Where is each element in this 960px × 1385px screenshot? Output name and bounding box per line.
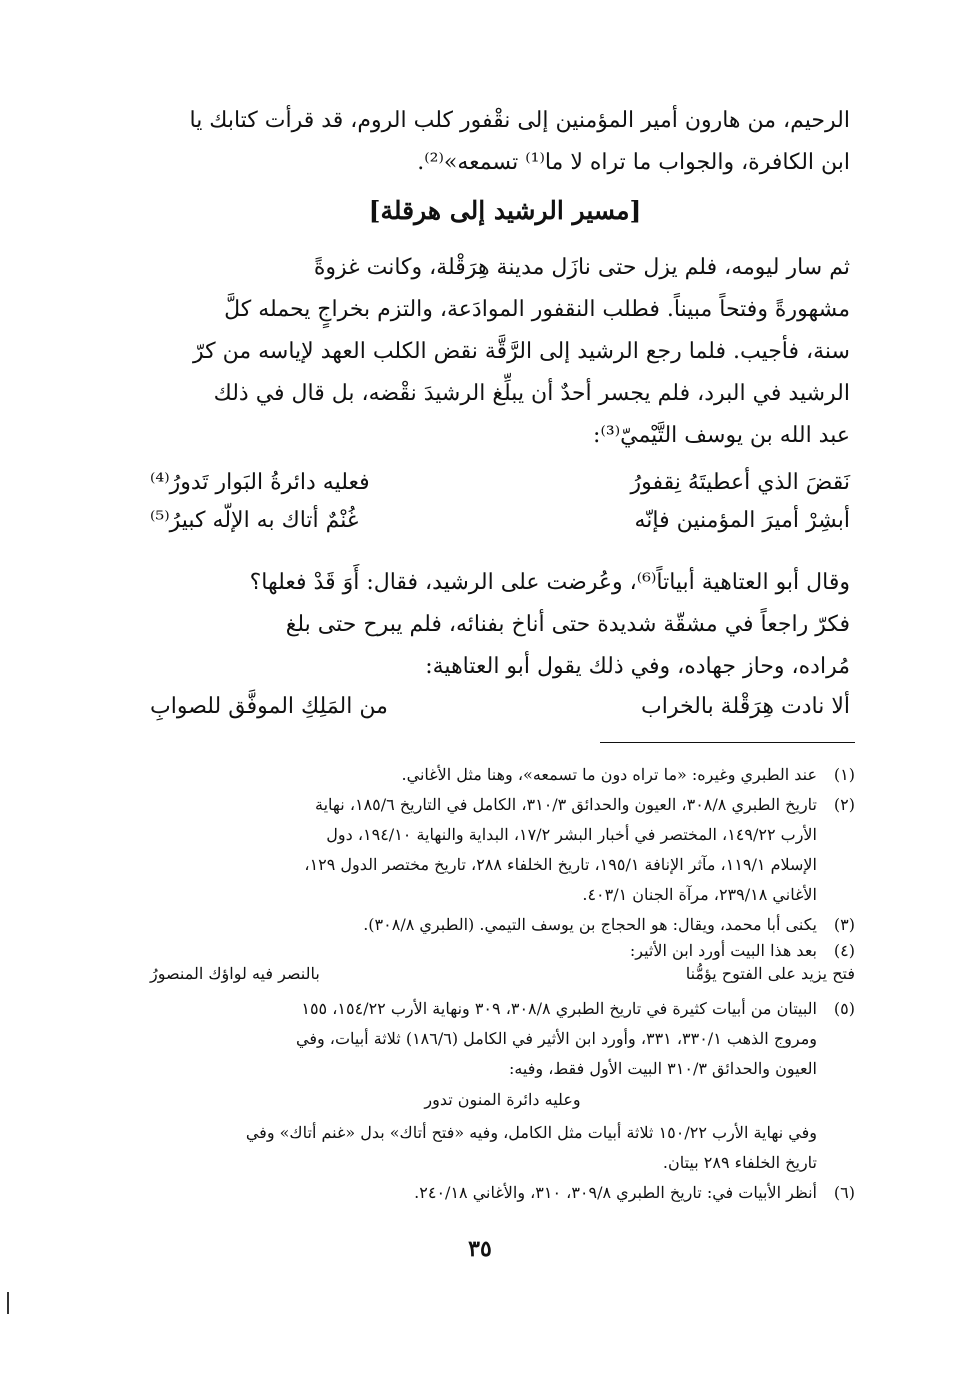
verse-first-hemistich: فتح يزيد على الفتوح يؤمُّنا xyxy=(685,964,855,983)
verse-line-2 xyxy=(150,508,850,548)
section-title: [مسير الرشيد إلى هرقلة] xyxy=(368,196,642,225)
verse-first-hemistich: أبشِرْ أميرَ المؤمنين فإنّه xyxy=(634,508,850,533)
verse-first-hemistich: نَقضَ الذي أعطيتَهُ نِقفورُ xyxy=(630,470,850,495)
footnote-line: الإسلام ١١٩/١، مآثر الإنافة ١٩٥/١، تاريخ الخلفاء ٢٨٨، تاريخ مختصر الدول ١٢٩، xyxy=(304,855,817,874)
text-line: ثم سار ليومه، فلم يزل حتى نازَل مدينة هِرَقْلة، وكانت غزوةً xyxy=(313,255,850,280)
text-line: فكرّ راجعاً في مشقّة شديدة حتى أناخ بفنائه، فلم يبرح حتى بلغ xyxy=(285,612,850,637)
intro-line: ابن الكافرة، والجواب ما تراه لا ما⁽¹⁾ تسمعه»⁽²⁾. xyxy=(417,150,850,175)
footnote-line: تاريخ الطبري ٣٠٨/٨، العيون والحدائق ٣١٠/٣، الكامل في التاريخ ١٨٥/٦، نهاية xyxy=(315,795,817,814)
footnote-line: عند الطبري وغيره: «ما تراه دون ما تسمعه»، وهنا مثل الأغاني. xyxy=(401,765,817,784)
text-line: الرشيد في البرد، فلم يجسر أحدٌ أن يبلِّغ الرشيدَ نقْضه، بل قال في ذلك xyxy=(213,381,850,406)
footnote-line: البيتان من أبيات كثيرة في تاريخ الطبري ٣٠٨/٨، ٣٠٩ ونهاية الأرب ١٥٤/٢٢، ١٥٥ xyxy=(301,999,817,1018)
text-line: عبد الله بن يوسف التَّيْميّ⁽³⁾: xyxy=(593,423,850,448)
footnote-line: تاريخ الخلفاء ٢٨٩ بيتان. xyxy=(662,1153,817,1172)
footnote-6 xyxy=(150,1178,855,1208)
footnote-quoted-hemistich: وعليه دائرة المنون تدور xyxy=(424,1090,581,1109)
paragraph-2 xyxy=(160,562,850,688)
footnote-4 xyxy=(150,936,855,966)
footnote-line: وفي نهاية الأرب ١٥٠/٢٢ ثلاثة أبيات مثل الكامل، وفيه «فتح أتاك» بدل «غنم أتاك» وفي xyxy=(245,1123,817,1142)
verse-second-hemistich: بالنصر فيه لواؤك المنصورُ xyxy=(150,964,320,983)
footnote-line: الأرب ١٤٩/٢٢، المختصر في أخبار البشر ١٧/٢، البداية والنهاية ١٩٤/١٠، دول xyxy=(326,825,817,844)
footnote-number: (٣) xyxy=(833,915,855,934)
verse-second-hemistich: من المَلِكِ الموفَّق للصوابِ xyxy=(150,694,388,719)
footnote-line: الأغاني ٢٣٩/١٨، مرآة الجنان ٤٠٣/١. xyxy=(582,885,817,904)
footnote-5-continued xyxy=(150,1118,855,1178)
footnote-line: أنظر الأبيات في: تاريخ الطبري ٣٠٩/٨، ٣١٠، والأغاني ٢٤٠/١٨. xyxy=(414,1183,817,1202)
footnote-line: العيون والحدائق ٣١٠/٣ البيت الأول فقط، وفيه: xyxy=(508,1059,817,1078)
footnote-1 xyxy=(150,760,855,790)
footnote-line: بعد هذا البيت أورد ابن الأثير: xyxy=(629,941,817,960)
verse-second-hemistich: فعليه دائرةُ البَوار تَدورُ⁽⁴⁾ xyxy=(150,470,370,495)
footnote-number: (٢) xyxy=(833,795,855,814)
intro-paragraph xyxy=(160,100,850,184)
intro-line: الرحيم، من هارون أمير المؤمنين إلى نقْفور كلب الروم، قد قرأت كتابك يا xyxy=(189,108,850,133)
footnote-number: (٤) xyxy=(833,941,855,960)
footnote-number: (٦) xyxy=(833,1183,855,1202)
footnote-line: يكنى أبا محمد، ويقال: هو الحجاج بن يوسف التيمي. (الطبري ٣٠٨/٨). xyxy=(363,915,817,934)
verse-second-hemistich: غُنْمٌ أتاك به الإلّه كبيرُ⁽⁵⁾ xyxy=(150,508,359,533)
text-line: سنة، فأجيب. فلما رجع الرشيد إلى الرَّقَّة نقض الكلب العهد لإياسه من كرّ xyxy=(192,339,850,364)
paragraph-1 xyxy=(160,247,850,457)
scan-edge-mark xyxy=(7,1292,9,1314)
footnote-line: ومروج الذهب ٣٣٠/١، ٣٣١، وأورد ابن الأثير في الكامل (١٨٦/٦) ثلاثة أبيات، وفي xyxy=(296,1029,817,1048)
page-number: ٣٥ xyxy=(468,1236,492,1262)
footnote-separator xyxy=(600,742,855,743)
verse-line-1 xyxy=(150,470,850,510)
footnote-number: (٥) xyxy=(833,999,855,1018)
text-line: مشهورةً وفتحاً مبيناً. فطلب النقفور الموادَعة، والتزم بخراجٍ يحمله كلَّ xyxy=(224,297,850,322)
text-line: وقال أبو العتاهية أبياتاً⁽⁶⁾، وعُرضت على الرشيد، فقال: أَوَ قَدْ فعلها؟ xyxy=(249,570,850,595)
verse-line-3 xyxy=(150,694,850,734)
footnote-5 xyxy=(150,994,855,1084)
text-line: مُراده، وحاز جهاده، وفي ذلك يقول أبو العتاهية: xyxy=(425,654,850,679)
footnote-number: (١) xyxy=(833,765,855,784)
footnote-verse xyxy=(150,964,855,992)
footnote-2 xyxy=(150,790,855,910)
verse-first-hemistich: ألا نادت هِرَقْلة بالخراب xyxy=(641,694,850,719)
